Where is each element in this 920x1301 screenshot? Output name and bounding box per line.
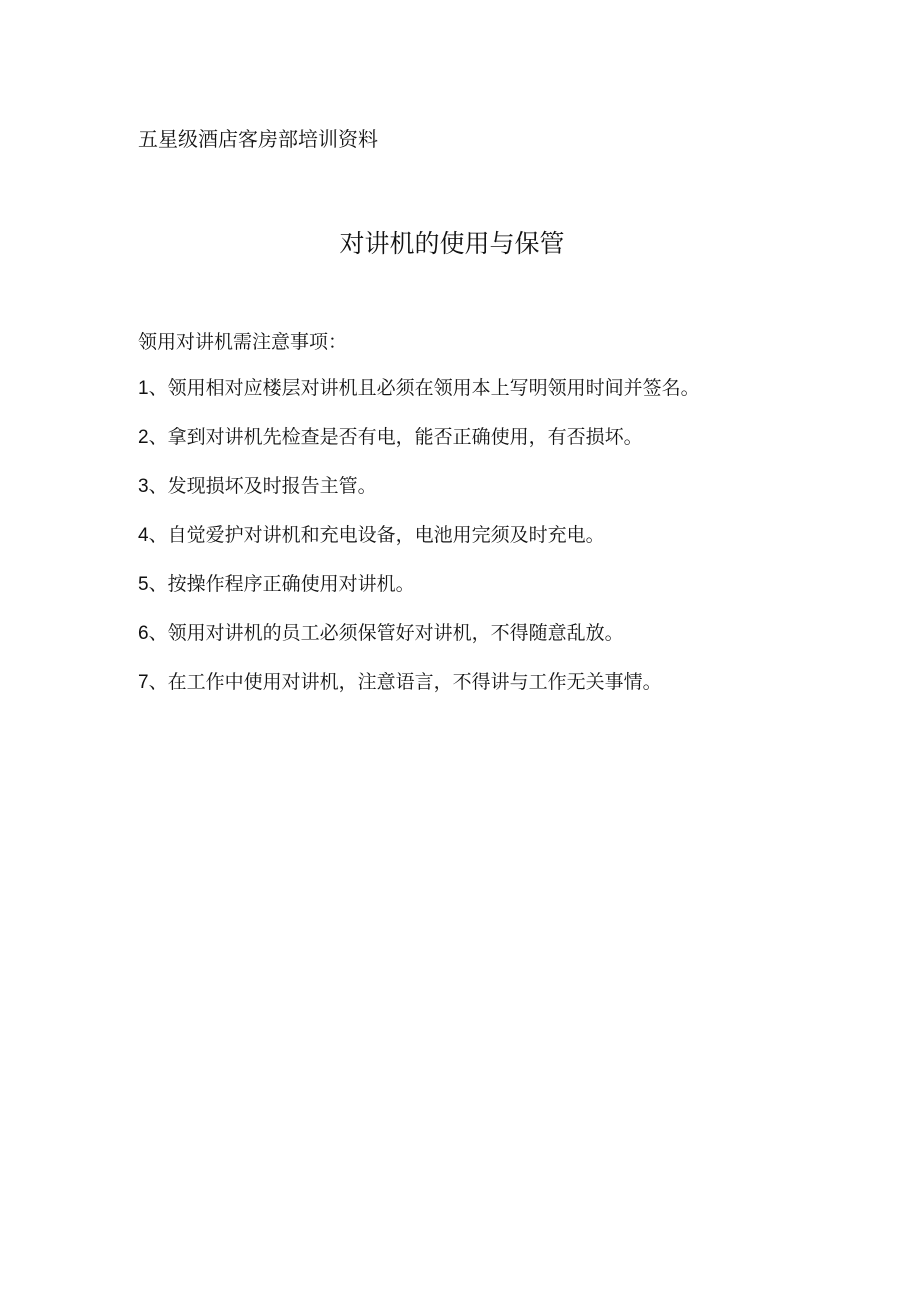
rule-separator: 、 xyxy=(148,573,168,595)
rule-text: 领用相对应楼层对讲机且必须在领用本上写明领用时间并签名。 xyxy=(167,377,700,399)
rule-number: 3 xyxy=(138,476,149,497)
rule-separator: 、 xyxy=(148,377,168,399)
rule-number: 1 xyxy=(138,378,149,399)
document-title: 对讲机的使用与保管 xyxy=(339,229,565,258)
rule-text: 自觉爱护对讲机和充电设备，电池用完须及时充电。 xyxy=(167,524,605,546)
rule-separator: 、 xyxy=(148,426,168,448)
rule-number: 5 xyxy=(138,574,149,595)
rules-list xyxy=(138,374,748,717)
rule-item xyxy=(138,472,748,501)
rule-text: 领用对讲机的员工必须保管好对讲机，不得随意乱放。 xyxy=(167,622,624,644)
rule-text: 拿到对讲机先检查是否有电，能否正确使用，有否损坏。 xyxy=(167,426,643,448)
rule-separator: 、 xyxy=(148,475,168,497)
header-note: 五星级酒店客房部培训资料 xyxy=(138,127,378,151)
rule-item xyxy=(138,570,748,599)
rule-number: 2 xyxy=(138,427,149,448)
rule-item xyxy=(138,423,748,452)
intro-text: 领用对讲机需注意事项： xyxy=(138,331,348,353)
rule-item xyxy=(138,668,748,697)
rule-text: 按操作程序正确使用对讲机。 xyxy=(167,573,415,595)
rule-number: 7 xyxy=(138,672,149,693)
rule-number: 4 xyxy=(138,525,149,546)
rule-text: 发现损坏及时报告主管。 xyxy=(167,475,377,497)
rule-separator: 、 xyxy=(148,524,168,546)
rule-item xyxy=(138,374,748,403)
rule-number: 6 xyxy=(138,623,149,644)
rule-item xyxy=(138,521,748,550)
rule-item xyxy=(138,619,748,648)
rule-text: 在工作中使用对讲机，注意语言，不得讲与工作无关事情。 xyxy=(167,671,662,693)
rule-separator: 、 xyxy=(148,622,168,644)
rule-separator: 、 xyxy=(148,671,168,693)
